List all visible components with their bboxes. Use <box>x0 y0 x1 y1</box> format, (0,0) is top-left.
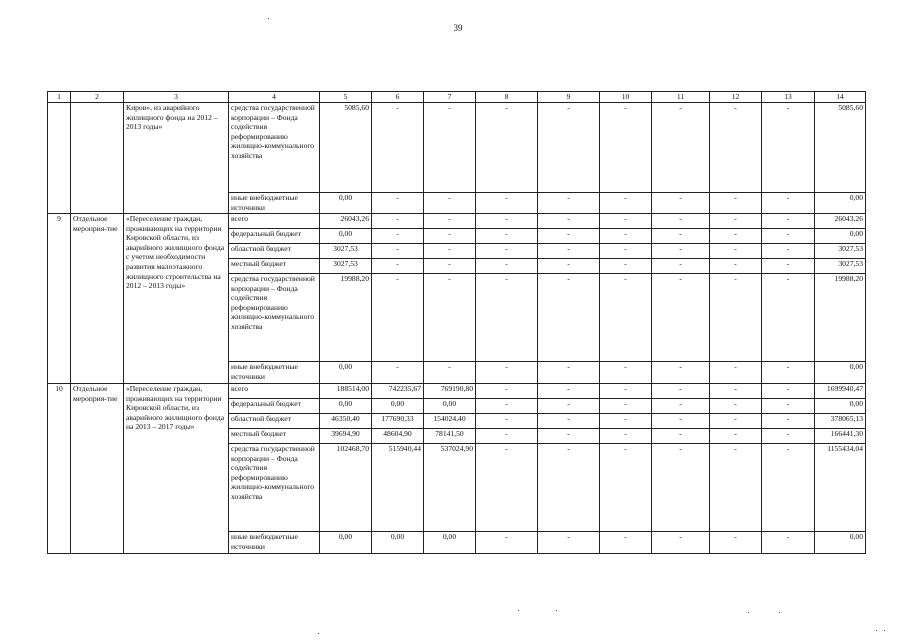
value-cell-9: - <box>538 193 600 214</box>
value-cell-10: - <box>600 274 652 362</box>
value-cell-8: - <box>476 274 538 362</box>
value-cell-5: 26043,26 <box>320 214 372 229</box>
column-header: 4 <box>229 92 320 103</box>
value-cell-7: - <box>424 193 476 214</box>
value-cell-10: - <box>600 429 652 444</box>
value-cell-5: 0,00 <box>320 399 372 414</box>
value-cell-8: - <box>476 193 538 214</box>
value-cell-11: - <box>652 414 710 429</box>
value-cell-9: - <box>538 259 600 274</box>
value-cell-14: 1699940,47 <box>815 384 866 399</box>
item-kind-cell: Отдельное мероприя-тие <box>71 214 124 384</box>
value-cell-14: 5085,60 <box>815 103 866 193</box>
value-cell-5: 3027,53 <box>320 244 372 259</box>
value-cell-10: - <box>600 259 652 274</box>
value-cell-13: - <box>762 103 815 193</box>
value-cell-10: - <box>600 384 652 399</box>
value-cell-6: - <box>372 214 424 229</box>
value-cell-13: - <box>762 259 815 274</box>
value-cell-9: - <box>538 399 600 414</box>
value-cell-8: - <box>476 259 538 274</box>
value-cell-9: - <box>538 274 600 362</box>
value-cell-5: 0,00 <box>320 362 372 384</box>
value-cell-5: 188514,00 <box>320 384 372 399</box>
value-cell-5: 0,00 <box>320 193 372 214</box>
column-header: 14 <box>815 92 866 103</box>
value-cell-8: - <box>476 429 538 444</box>
value-cell-14: 26043,26 <box>815 214 866 229</box>
value-cell-14: 0,00 <box>815 193 866 214</box>
value-cell-9: - <box>538 429 600 444</box>
value-cell-5: 0,00 <box>320 532 372 554</box>
scan-speck <box>518 610 519 611</box>
column-header: 9 <box>538 92 600 103</box>
column-header: 5 <box>320 92 372 103</box>
value-cell-7: - <box>424 103 476 193</box>
value-cell-10: - <box>600 214 652 229</box>
value-cell-5: 39694,90 <box>320 429 372 444</box>
value-cell-13: - <box>762 244 815 259</box>
value-cell-6: 177690,33 <box>372 414 424 429</box>
value-cell-11: - <box>652 274 710 362</box>
value-cell-14: 3027,53 <box>815 244 866 259</box>
funding-source-cell: всего <box>229 214 320 229</box>
value-cell-9: - <box>538 532 600 554</box>
value-cell-6: - <box>372 229 424 244</box>
value-cell-10: - <box>600 193 652 214</box>
value-cell-12: - <box>710 229 762 244</box>
value-cell-10: - <box>600 244 652 259</box>
value-cell-12: - <box>710 444 762 532</box>
value-cell-11: - <box>652 444 710 532</box>
table-row <box>48 103 866 193</box>
funding-source-cell: местный бюджет <box>229 259 320 274</box>
value-cell-7: 78141,50 <box>424 429 476 444</box>
value-cell-12: - <box>710 429 762 444</box>
value-cell-11: - <box>652 532 710 554</box>
value-cell-8: - <box>476 214 538 229</box>
value-cell-9: - <box>538 384 600 399</box>
value-cell-7: - <box>424 362 476 384</box>
item-name-cell: «Переселение граждан, проживающих на территории Кировской области, из аварийного жилищного фонда с учетом необходимости развития малоэтажного жилищного строительства на 2012 – 2013 годы» <box>124 214 229 384</box>
value-cell-12: - <box>710 274 762 362</box>
value-cell-12: - <box>710 362 762 384</box>
value-cell-11: - <box>652 244 710 259</box>
value-cell-6: - <box>372 259 424 274</box>
value-cell-11: - <box>652 429 710 444</box>
value-cell-6: 0,00 <box>372 399 424 414</box>
scan-speck <box>556 610 557 611</box>
value-cell-7: - <box>424 274 476 362</box>
funding-source-cell: федеральный бюджет <box>229 399 320 414</box>
funding-source-cell: средства государственной корпорации – Фонда содействия реформированию жилищно-коммунального хозяйства <box>229 274 320 362</box>
value-cell-12: - <box>710 384 762 399</box>
value-cell-8: - <box>476 229 538 244</box>
value-cell-12: - <box>710 399 762 414</box>
value-cell-5: 46350,40 <box>320 414 372 429</box>
funding-source-cell: областной бюджет <box>229 244 320 259</box>
value-cell-8: - <box>476 103 538 193</box>
value-cell-7: 0,00 <box>424 399 476 414</box>
value-cell-11: - <box>652 399 710 414</box>
item-kind-cell: Отдельное мероприя-тие <box>71 384 124 554</box>
value-cell-9: - <box>538 244 600 259</box>
value-cell-11: - <box>652 362 710 384</box>
value-cell-6: - <box>372 244 424 259</box>
item-kind-cell <box>71 103 124 214</box>
value-cell-9: - <box>538 229 600 244</box>
value-cell-14: 0,00 <box>815 399 866 414</box>
value-cell-14: 0,00 <box>815 532 866 554</box>
value-cell-7: - <box>424 244 476 259</box>
value-cell-14: 166441,30 <box>815 429 866 444</box>
item-number-cell: 10 <box>48 384 71 554</box>
value-cell-12: - <box>710 103 762 193</box>
value-cell-12: - <box>710 259 762 274</box>
value-cell-13: - <box>762 362 815 384</box>
value-cell-7: 154024,40 <box>424 414 476 429</box>
value-cell-6: - <box>372 362 424 384</box>
value-cell-13: - <box>762 429 815 444</box>
scan-speck <box>779 612 780 613</box>
value-cell-9: - <box>538 414 600 429</box>
scan-speck <box>318 633 319 634</box>
value-cell-7: 0,00 <box>424 532 476 554</box>
value-cell-10: - <box>600 532 652 554</box>
column-header: 11 <box>652 92 710 103</box>
value-cell-5: 102468,70 <box>320 444 372 532</box>
value-cell-13: - <box>762 229 815 244</box>
value-cell-10: - <box>600 399 652 414</box>
value-cell-13: - <box>762 193 815 214</box>
value-cell-5: 3027,53 <box>320 259 372 274</box>
value-cell-14: 1155434,04 <box>815 444 866 532</box>
value-cell-6: 0,00 <box>372 532 424 554</box>
value-cell-7: 769190,80 <box>424 384 476 399</box>
value-cell-6: 515940,44 <box>372 444 424 532</box>
value-cell-5: 19988,20 <box>320 274 372 362</box>
funding-source-cell: средства государственной корпорации – Фонда содействия реформированию жилищно-коммунального хозяйства <box>229 444 320 532</box>
column-header: 7 <box>424 92 476 103</box>
value-cell-5: 0,00 <box>320 229 372 244</box>
value-cell-8: - <box>476 414 538 429</box>
item-name-cell: Киров», из аварийного жилищного фонда на 2012 – 2013 годы» <box>124 103 229 214</box>
value-cell-11: - <box>652 229 710 244</box>
value-cell-9: - <box>538 214 600 229</box>
item-number-cell <box>48 103 71 214</box>
value-cell-6: - <box>372 274 424 362</box>
value-cell-11: - <box>652 193 710 214</box>
value-cell-14: 19988,20 <box>815 274 866 362</box>
value-cell-13: - <box>762 274 815 362</box>
funding-source-cell: местный бюджет <box>229 429 320 444</box>
scan-speck <box>884 630 885 631</box>
funding-source-cell: средства государственной корпорации – Фонда содействия реформированию жилищно-коммунального хозяйства <box>229 103 320 193</box>
value-cell-10: - <box>600 414 652 429</box>
value-cell-13: - <box>762 444 815 532</box>
value-cell-11: - <box>652 103 710 193</box>
value-cell-12: - <box>710 414 762 429</box>
value-cell-6: 48604,90 <box>372 429 424 444</box>
value-cell-8: - <box>476 532 538 554</box>
scan-speck <box>268 18 269 19</box>
value-cell-14: 3027,53 <box>815 259 866 274</box>
value-cell-10: - <box>600 444 652 532</box>
value-cell-10: - <box>600 229 652 244</box>
value-cell-14: 378065,13 <box>815 414 866 429</box>
column-header: 2 <box>71 92 124 103</box>
value-cell-8: - <box>476 362 538 384</box>
value-cell-6: - <box>372 103 424 193</box>
column-number-row <box>48 92 866 103</box>
value-cell-12: - <box>710 532 762 554</box>
value-cell-6: 742235,67 <box>372 384 424 399</box>
column-header: 8 <box>476 92 538 103</box>
value-cell-13: - <box>762 414 815 429</box>
value-cell-9: - <box>538 444 600 532</box>
value-cell-5: 5085,60 <box>320 103 372 193</box>
value-cell-9: - <box>538 103 600 193</box>
value-cell-14: 0,00 <box>815 362 866 384</box>
value-cell-12: - <box>710 193 762 214</box>
scan-speck <box>876 630 877 631</box>
funding-source-cell: иные внебюджетные источники <box>229 193 320 214</box>
funding-source-cell: федеральный бюджет <box>229 229 320 244</box>
item-name-cell: «Переселение граждан, проживающих на территории Кировской области, из аварийного жилищного фонда на 2013 – 2017 годы» <box>124 384 229 554</box>
value-cell-12: - <box>710 214 762 229</box>
value-cell-13: - <box>762 399 815 414</box>
column-header: 10 <box>600 92 652 103</box>
funding-source-cell: областной бюджет <box>229 414 320 429</box>
item-number-cell: 9 <box>48 214 71 384</box>
funding-source-cell: иные внебюджетные источники <box>229 362 320 384</box>
value-cell-8: - <box>476 399 538 414</box>
value-cell-10: - <box>600 103 652 193</box>
scan-speck <box>748 612 749 613</box>
table-row <box>48 384 866 399</box>
column-header: 6 <box>372 92 424 103</box>
value-cell-13: - <box>762 384 815 399</box>
value-cell-12: - <box>710 244 762 259</box>
value-cell-7: - <box>424 259 476 274</box>
column-header: 13 <box>762 92 815 103</box>
value-cell-11: - <box>652 384 710 399</box>
funding-source-cell: иные внебюджетные источники <box>229 532 320 554</box>
value-cell-13: - <box>762 214 815 229</box>
value-cell-9: - <box>538 362 600 384</box>
value-cell-7: - <box>424 214 476 229</box>
column-header: 1 <box>48 92 71 103</box>
value-cell-14: 0,00 <box>815 229 866 244</box>
column-header: 12 <box>710 92 762 103</box>
funding-source-cell: всего <box>229 384 320 399</box>
value-cell-8: - <box>476 444 538 532</box>
value-cell-7: 537024,90 <box>424 444 476 532</box>
value-cell-10: - <box>600 362 652 384</box>
page-number: 39 <box>453 23 463 33</box>
value-cell-11: - <box>652 259 710 274</box>
value-cell-11: - <box>652 214 710 229</box>
value-cell-8: - <box>476 244 538 259</box>
value-cell-13: - <box>762 532 815 554</box>
value-cell-7: - <box>424 229 476 244</box>
value-cell-6: - <box>372 193 424 214</box>
table-row <box>48 214 866 229</box>
program-financing-table <box>47 91 866 554</box>
column-header: 3 <box>124 92 229 103</box>
value-cell-8: - <box>476 384 538 399</box>
